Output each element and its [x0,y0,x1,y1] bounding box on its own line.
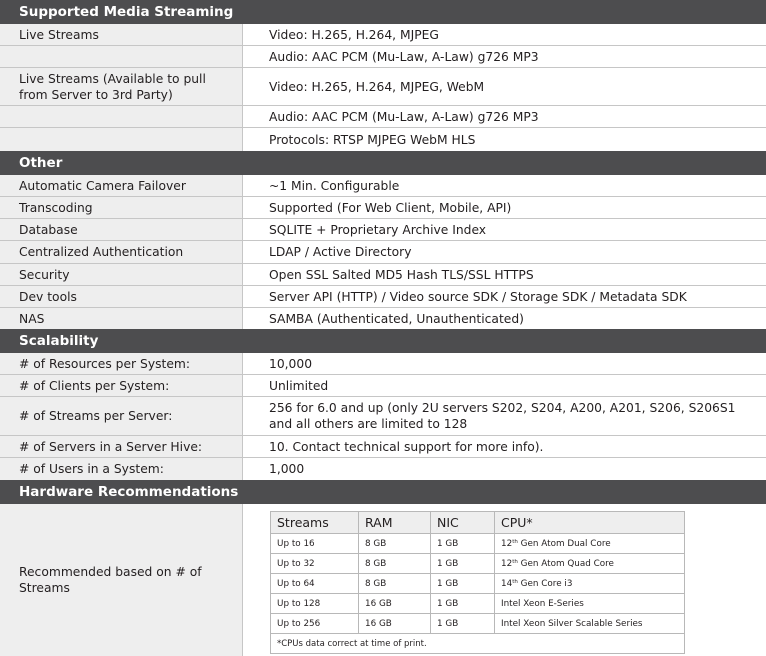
table-cell: 16 GB [359,594,431,614]
spec-value: Server API (HTTP) / Video source SDK / Storage SDK / Metadata SDK [269,289,687,304]
spec-value: 10,000 [269,356,313,371]
spec-row [0,264,766,286]
spec-row [0,219,766,241]
spec-value: Protocols: RTSP MJPEG WebM HLS [269,132,476,147]
spec-value: Video: H.265, H.264, MJPEG [269,27,439,42]
spec-label [0,128,243,151]
cpu-text: 12 [501,558,513,569]
spec-value: Supported (For Web Client, Mobile, API) [269,200,512,215]
spec-value: SQLITE + Proprietary Archive Index [269,222,487,237]
spec-row [0,286,766,308]
spec-row [0,397,766,436]
spec-label: # of Streams per Server: [0,397,243,435]
column-header: CPU* [495,512,685,534]
spec-value: Open SSL Salted MD5 Hash TLS/SSL HTTPS [269,267,534,282]
spec-label: Dev tools [0,286,243,307]
ordinal-suffix: th [512,538,518,545]
table-cell: Up to 256 [271,614,359,634]
spec-row [0,436,766,458]
hardware-row [0,504,766,656]
cpu-text: 14 [501,578,513,589]
spec-row [0,175,766,197]
spec-label: # of Users in a System: [0,458,243,480]
hardware-table-cell [243,504,766,656]
table-row [271,614,685,634]
table-cell: Intel Xeon Silver Scalable Series [495,614,685,634]
spec-value: SAMBA (Authenticated, Unauthenticated) [269,311,524,326]
spec-row [0,458,766,480]
table-cell: 1 GB [431,554,495,574]
cpu-text: Gen Core i3 [517,578,573,589]
spec-row [0,128,766,151]
spec-label: Automatic Camera Failover [0,175,243,196]
spec-row [0,241,766,264]
spec-row [0,353,766,375]
ordinal-suffix: th [512,578,518,585]
spec-value: 10. Contact technical support for more info). [269,439,544,454]
table-cell: Up to 64 [271,574,359,594]
table-cell: Intel Xeon E-Series [495,594,685,614]
table-footnote: *CPUs data correct at time of print. [271,634,685,654]
spec-row [0,308,766,329]
spec-value: ~1 Min. Configurable [269,178,400,193]
table-cell: Up to 128 [271,594,359,614]
table-row [271,554,685,574]
spec-value: Video: H.265, H.264, MJPEG, WebM [269,79,485,94]
spec-label: # of Clients per System: [0,375,243,396]
spec-label: # of Servers in a Server Hive: [0,436,243,457]
spec-label: Live Streams [0,24,243,45]
spec-row [0,46,766,68]
spec-label [0,106,243,127]
table-cell: 1 GB [431,534,495,554]
spec-label: NAS [0,308,243,329]
spec-value: Audio: AAC PCM (Mu-Law, A-Law) g726 MP3 [269,49,539,64]
spec-value: Audio: AAC PCM (Mu-Law, A-Law) g726 MP3 [269,109,539,124]
table-cell: 8 GB [359,534,431,554]
spec-label [0,46,243,67]
table-row [271,574,685,594]
table-cell: 1 GB [431,574,495,594]
spec-value: Unlimited [269,378,329,393]
spec-label: Security [0,264,243,285]
table-row [271,594,685,614]
table-cell: Up to 16 [271,534,359,554]
spec-row [0,375,766,397]
table-cell: 8 GB [359,574,431,594]
hardware-table [270,511,685,654]
spec-value: 1,000 [269,462,305,476]
table-cell: 8 GB [359,554,431,574]
column-header: Streams [271,512,359,534]
table-cell: 16 GB [359,614,431,634]
cpu-text: Gen Atom Dual Core [517,538,611,549]
spec-label: Live Streams (Available to pull from Server to 3rd Party) [0,68,243,105]
spec-row [0,106,766,128]
column-header: NIC [431,512,495,534]
spec-label: # of Resources per System: [0,353,243,374]
cpu-text: Gen Atom Quad Core [517,558,614,569]
ordinal-suffix: th [512,558,518,565]
section-header-streaming: Supported Media Streaming [0,0,766,24]
spec-row [0,197,766,219]
spec-label: Database [0,219,243,240]
section-header-other: Other [0,151,766,175]
table-cell: 1 GB [431,614,495,634]
spec-label: Centralized Authentication [0,241,243,263]
table-row [271,534,685,554]
spec-label: Recommended based on # of Streams [0,504,243,656]
spec-value: LDAP / Active Directory [269,245,412,259]
spec-row [0,68,766,106]
section-header-scalability: Scalability [0,329,766,353]
spec-value: 256 for 6.0 and up (only 2U servers S202, S204, A200, A201, S206, S206S1 and all others are limited to 128 [269,401,736,431]
table-cell [495,534,685,554]
column-header: RAM [359,512,431,534]
spec-row [0,24,766,46]
section-header-hardware: Hardware Recommendations [0,480,766,504]
table-cell: 1 GB [431,594,495,614]
spec-label: Transcoding [0,197,243,218]
table-cell [495,554,685,574]
table-cell [495,574,685,594]
table-note-row [271,634,685,654]
table-header-row [271,512,685,534]
cpu-text: 12 [501,538,513,549]
table-cell: Up to 32 [271,554,359,574]
